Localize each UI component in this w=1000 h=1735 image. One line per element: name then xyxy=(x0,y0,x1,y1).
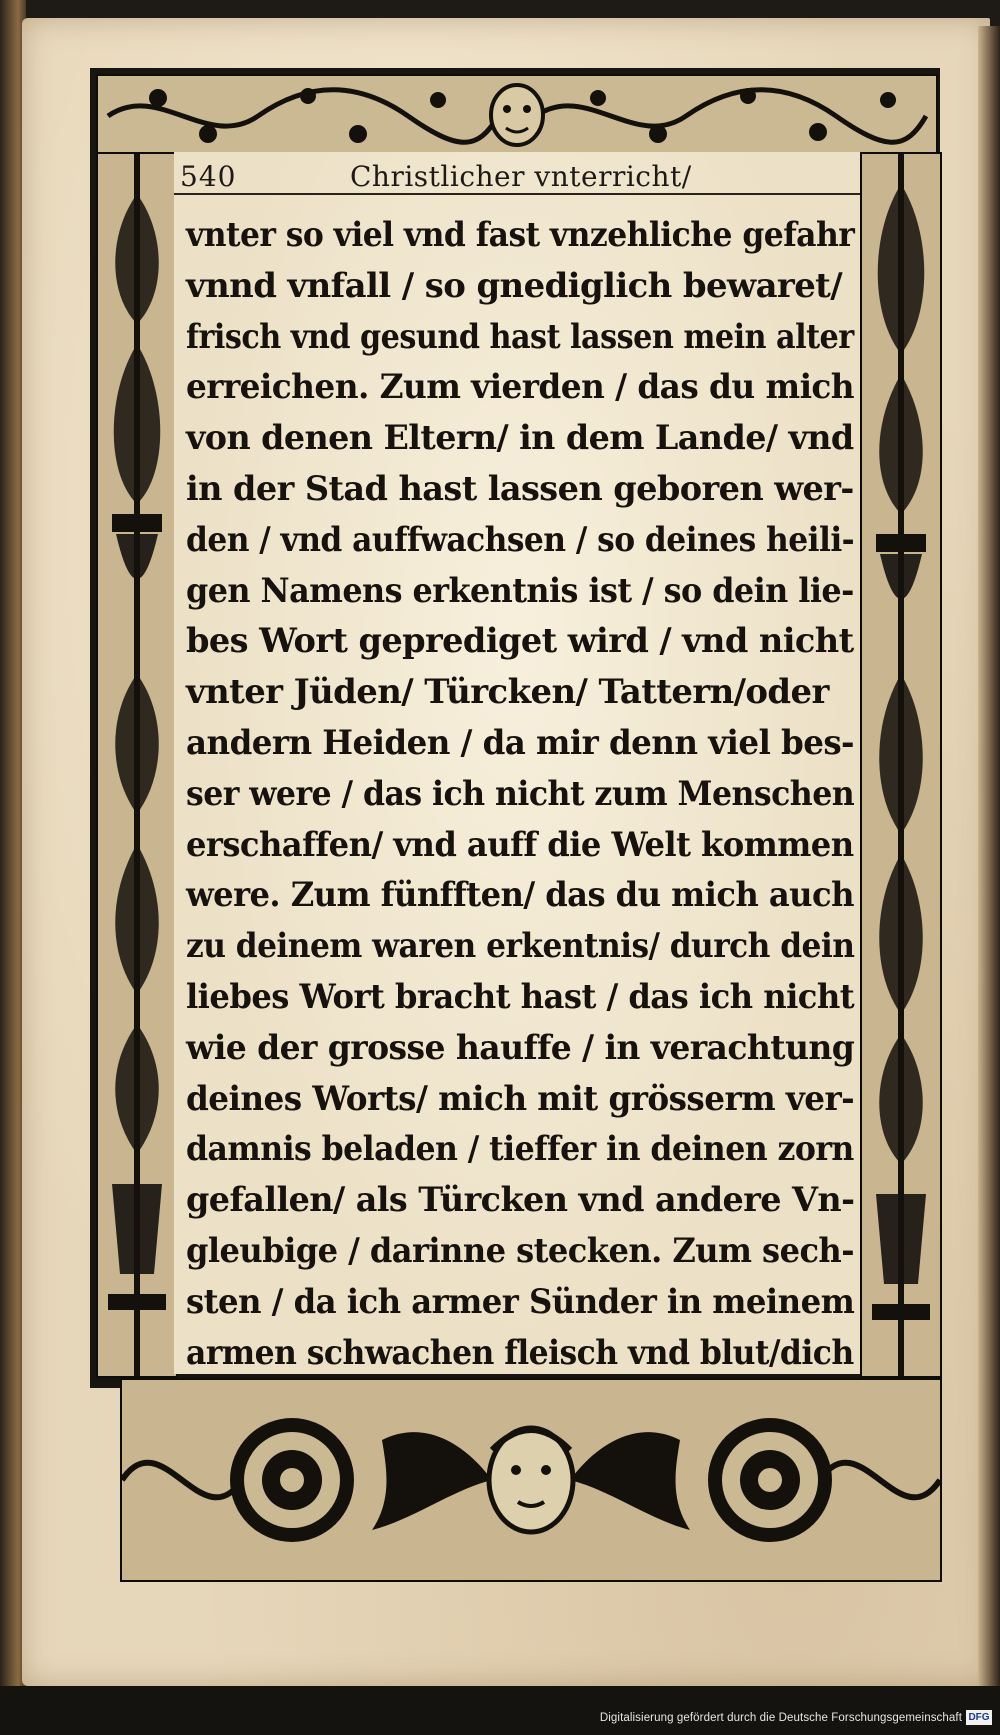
text-line: den / vnd auffwachsen / so deines heili- xyxy=(186,519,855,560)
text-line: frisch vnd gesund hast lassen mein alter xyxy=(186,316,854,357)
bottom-ornament-band xyxy=(120,1378,942,1582)
text-line: bes Wort geprediget wird / vnd nicht xyxy=(186,621,854,662)
text-line: ser were / das ich nicht zum Menschen xyxy=(186,773,855,814)
text-line: deines Worts/ mich mit grösserm ver- xyxy=(186,1078,855,1119)
text-line: vnnd vnfall / so gnediglich bewaret/ xyxy=(186,265,843,306)
text-line: gen Namens erkentnis ist / so dein lie- xyxy=(186,570,854,611)
rosette-left-icon xyxy=(230,1418,354,1542)
text-line: were. Zum fünfften/ das du mich auch xyxy=(186,875,854,916)
text-line: von denen Eltern/ in dem Lande/ vnd xyxy=(186,418,854,459)
scan-footer xyxy=(0,1686,1000,1735)
right-ornament-column xyxy=(860,152,942,1378)
text-line: erreichen. Zum vierden / das du mich xyxy=(186,367,855,408)
text-line: armen schwachen fleisch vnd blut/dich xyxy=(186,1332,854,1373)
rosette-right-icon xyxy=(708,1418,832,1542)
text-line: damnis beladen / tieffer in deinen zorn xyxy=(186,1129,854,1170)
text-line: liebes Wort bracht hast / das ich nicht xyxy=(186,976,855,1017)
text-line: erschaffen/ vnd auff die Welt kommen xyxy=(186,824,854,865)
text-line: gleubige / darinne stecken. Zum sech- xyxy=(186,1230,854,1271)
left-ornament-column xyxy=(96,152,178,1378)
dfg-logo: DFG xyxy=(966,1710,992,1725)
text-line: zu deinem waren erkentnis/ durch dein xyxy=(186,926,855,967)
text-line: in der Stad hast lassen geboren wer- xyxy=(186,468,854,509)
green-man-mask-icon xyxy=(491,85,543,145)
text-line: sten / da ich armer Sünder in meinem xyxy=(186,1281,855,1322)
cherub-head-icon xyxy=(489,1428,573,1532)
text-line: vnter so viel vnd fast vnzehliche gefahr xyxy=(186,215,855,255)
text-line: vnter Jüden/ Türcken/ Tattern/oder xyxy=(186,672,829,713)
text-line: wie der grosse hauffe / in verachtung xyxy=(186,1027,855,1068)
text-line: gefallen/ als Türcken vnd andere Vn- xyxy=(186,1180,855,1221)
header-rule xyxy=(174,193,860,195)
text-line: andern Heiden / da mir denn viel bes- xyxy=(186,722,854,763)
top-ornament-band xyxy=(96,74,938,156)
running-head: Christlicher vnterricht/ xyxy=(350,160,692,193)
body-text xyxy=(186,210,856,1378)
page-number: 540 xyxy=(180,160,237,193)
page-right-edge xyxy=(978,26,1000,1686)
digitization-credit: Digitalisierung gefördert durch die Deutsche Forschungsgemeinschaft xyxy=(599,1712,962,1724)
